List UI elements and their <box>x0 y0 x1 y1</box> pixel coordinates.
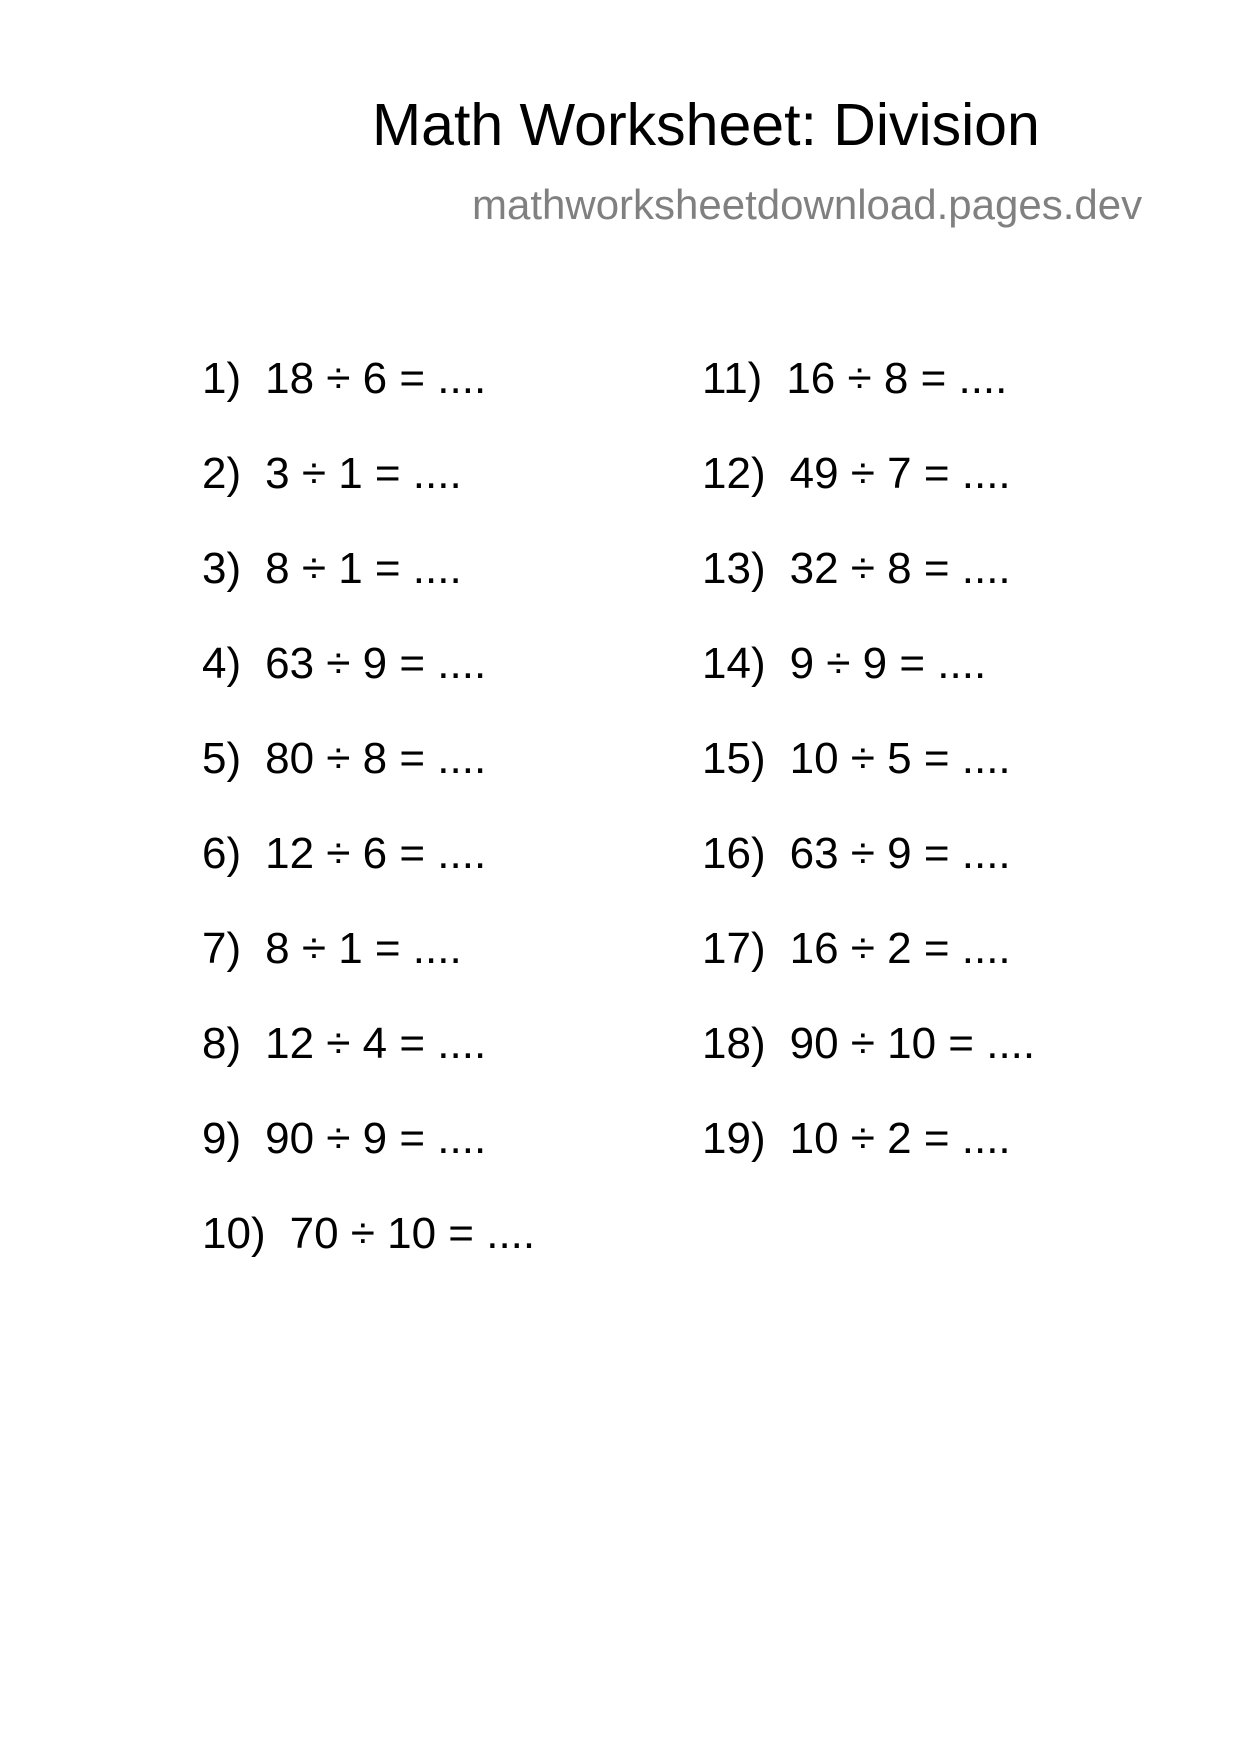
problem-expression: 16 ÷ 2 = .... <box>789 924 1011 973</box>
problem-number: 9) <box>202 1114 242 1163</box>
problem-expression: 80 ÷ 8 = .... <box>265 734 487 783</box>
problem-number: 18) <box>702 1019 766 1068</box>
problem-number: 17) <box>702 924 766 973</box>
problem-number: 19) <box>702 1114 766 1163</box>
problem-number: 3) <box>202 544 242 593</box>
problem-expression: 10 ÷ 2 = .... <box>789 1114 1011 1163</box>
problem-expression: 90 ÷ 9 = .... <box>265 1114 487 1163</box>
problem-expression: 8 ÷ 1 = .... <box>265 544 462 593</box>
problem-expression: 16 ÷ 8 = .... <box>786 354 1008 403</box>
problem-14 <box>702 639 987 688</box>
problem-number: 4) <box>202 639 242 688</box>
problem-2 <box>202 449 462 498</box>
problem-13 <box>702 544 1011 593</box>
problem-number: 14) <box>702 639 766 688</box>
problem-expression: 90 ÷ 10 = .... <box>789 1019 1036 1068</box>
problem-number: 12) <box>702 449 766 498</box>
problem-number: 11) <box>702 354 763 403</box>
problem-number: 13) <box>702 544 766 593</box>
problem-16 <box>702 829 1011 878</box>
site-url: mathworksheetdownload.pages.dev <box>472 181 1143 228</box>
problem-4 <box>202 639 487 688</box>
problem-expression: 70 ÷ 10 = .... <box>289 1209 536 1258</box>
problem-number: 6) <box>202 829 242 878</box>
problem-11 <box>702 354 1008 403</box>
problem-10 <box>202 1209 536 1258</box>
problem-number: 1) <box>202 354 242 403</box>
problem-expression: 12 ÷ 4 = .... <box>265 1019 487 1068</box>
problem-expression: 63 ÷ 9 = .... <box>789 829 1011 878</box>
problem-18 <box>702 1019 1036 1068</box>
problem-7 <box>202 924 462 973</box>
problem-number: 7) <box>202 924 242 973</box>
problem-expression: 12 ÷ 6 = .... <box>265 829 487 878</box>
problem-expression: 49 ÷ 7 = .... <box>789 449 1011 498</box>
problem-expression: 18 ÷ 6 = .... <box>265 354 487 403</box>
problem-number: 15) <box>702 734 766 783</box>
problem-expression: 3 ÷ 1 = .... <box>265 449 462 498</box>
problem-1 <box>202 354 487 403</box>
problem-12 <box>702 449 1011 498</box>
problem-8 <box>202 1019 487 1068</box>
problem-expression: 10 ÷ 5 = .... <box>789 734 1011 783</box>
problem-number: 10) <box>202 1209 266 1258</box>
problem-3 <box>202 544 462 593</box>
problem-17 <box>702 924 1011 973</box>
problem-6 <box>202 829 487 878</box>
problem-expression: 63 ÷ 9 = .... <box>265 639 487 688</box>
problem-19 <box>702 1114 1011 1163</box>
problem-9 <box>202 1114 487 1163</box>
problem-15 <box>702 734 1011 783</box>
problem-expression: 9 ÷ 9 = .... <box>789 639 987 688</box>
problem-number: 16) <box>702 829 766 878</box>
problem-number: 5) <box>202 734 242 783</box>
problem-expression: 32 ÷ 8 = .... <box>789 544 1011 593</box>
worksheet-title: Math Worksheet: Division <box>372 92 1040 158</box>
problem-expression: 8 ÷ 1 = .... <box>265 924 462 973</box>
problem-5 <box>202 734 487 783</box>
problem-number: 2) <box>202 449 242 498</box>
problem-number: 8) <box>202 1019 242 1068</box>
